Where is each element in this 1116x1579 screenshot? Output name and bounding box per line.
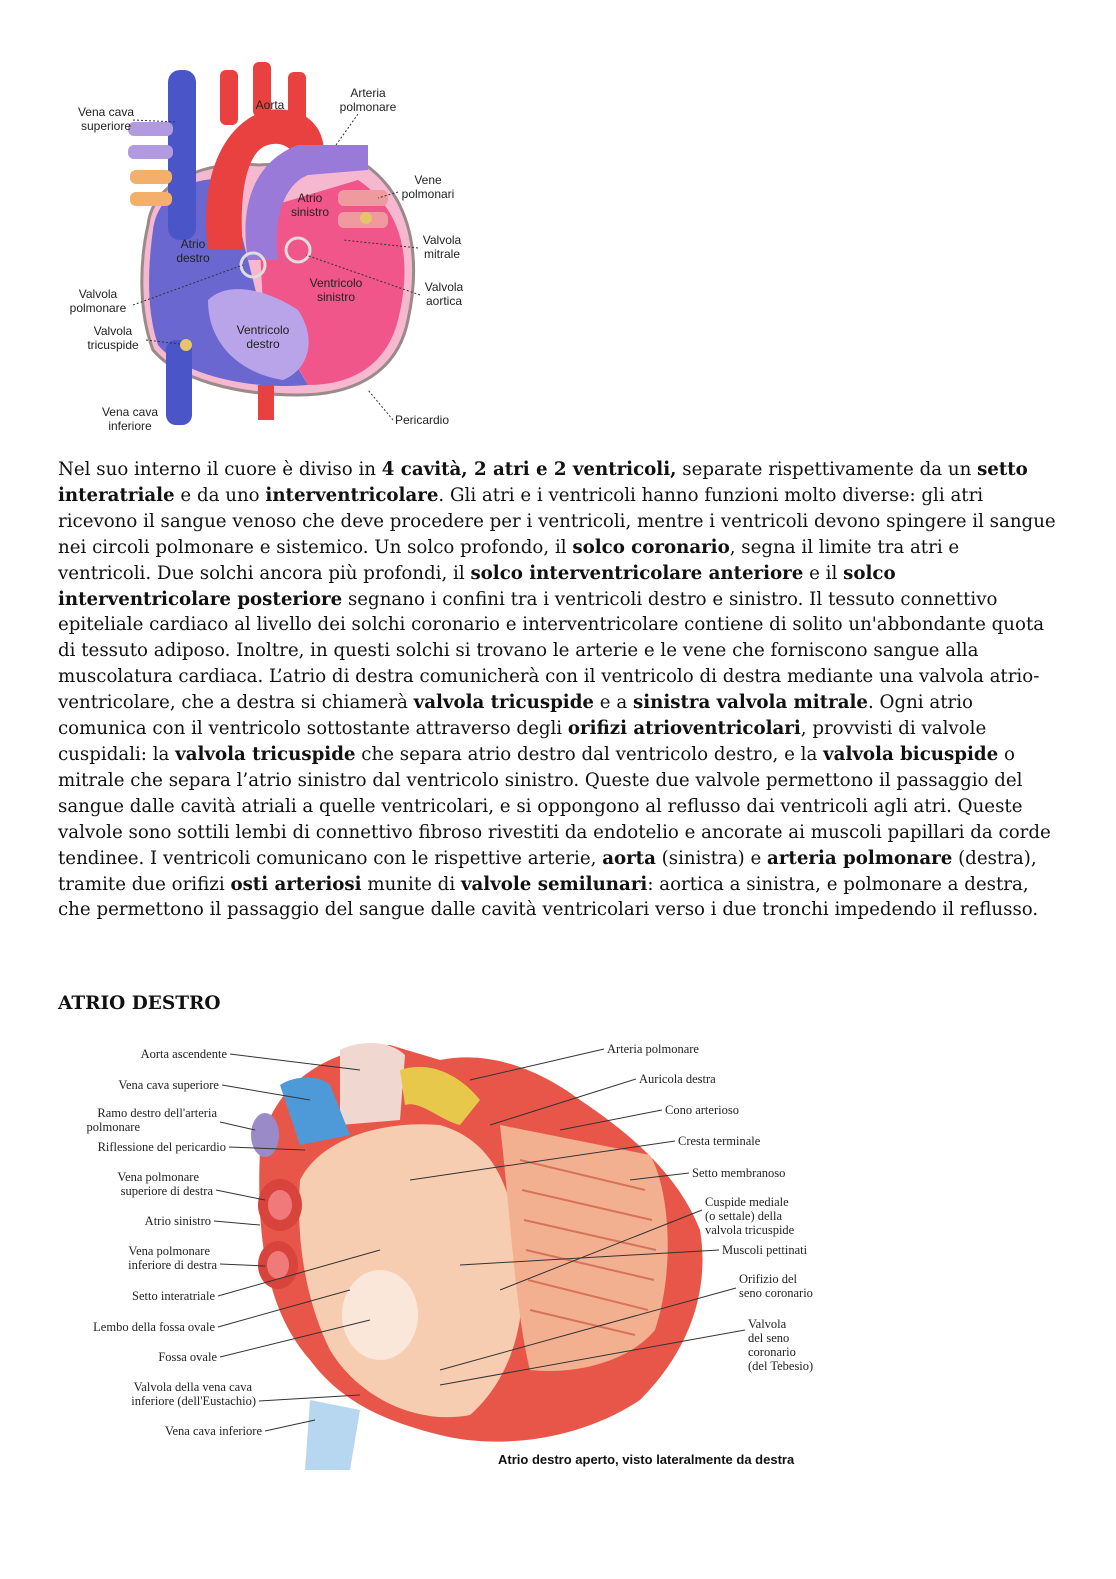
bold-term: 4 cavità, 2 atri e 2 ventricoli, — [381, 459, 677, 480]
svg-text:Valvolamitrale: Valvola mitrale — [422, 233, 462, 261]
inferior-vena-cava-shape — [166, 340, 192, 425]
svg-text:Arteriapolmonare: Arteria polmonare — [339, 86, 397, 114]
text-run: e il — [803, 562, 844, 584]
bold-term: aorta — [602, 847, 656, 869]
bold-term: sinistra valvola mitrale — [632, 692, 868, 714]
section-heading: ATRIO DESTRO — [58, 993, 221, 1014]
svg-text:Valvolatricuspide: Valvola tricuspide — [87, 324, 139, 352]
svg-text:Vena cavasuperiore: Vena cava superiore — [77, 105, 135, 133]
text-run: , segna il limite tra atri e ventricoli. Due solchi ancora più profondi, il — [58, 536, 960, 584]
label-arteria-polmonare — [336, 86, 397, 145]
svg-text:Pericardio: Pericardio — [394, 413, 450, 427]
bold-term: arteria polmonare — [767, 847, 953, 869]
label-vena-polmonare-inferiore: Vena polmonare inferiore di destra — [128, 1244, 217, 1272]
text-run: : aortica a sinistra, e polmonare a destra, che permettono il passaggio del sangue dalle cavità ventricolari verso i due tronchi impedendo il reflusso. — [58, 873, 1039, 921]
text-run: , provvisti di valvole cuspidali: la — [58, 718, 987, 765]
bold-term: valvola tricuspide — [175, 743, 356, 765]
label-vena-polmonare-superiore: Vena polmonare superiore di destra — [117, 1170, 213, 1198]
bold-term: orifizi atrioventricolari — [567, 718, 801, 740]
text-run: (destra), tramite due orifizi — [58, 847, 1037, 895]
text-run: separate rispettivamente da un — [676, 459, 978, 480]
bold-term: solco interventricolare posteriore — [58, 562, 896, 610]
pulmonary-artery-branch-shape — [251, 1113, 279, 1157]
right-pulmonary-vein-2 — [130, 192, 172, 206]
label-lembo-fossa-ovale: Lembo della fossa ovale — [93, 1320, 215, 1334]
tricuspid-valve-mark — [180, 339, 192, 351]
text-run: e a — [594, 692, 633, 714]
body-paragraph — [58, 457, 1058, 923]
label-aorta-ascendente: Aorta ascendente — [140, 1047, 227, 1061]
label-valvola-vena-cava-inferiore: Valvola della vena cava inferiore (dell'Eustachio) — [131, 1380, 256, 1408]
figure-caption: Atrio destro aperto, visto lateralmente da destra — [498, 1452, 795, 1467]
svg-text:Valvolapolmonare: Valvola polmonare — [69, 287, 127, 315]
label-setto-interatriale: Setto interatriale — [132, 1289, 215, 1303]
label-vena-cava-inferiore: Vena cava inferiore — [164, 1424, 262, 1438]
label-vena-cava-inferiore: Vena cava inferiore — [101, 405, 159, 433]
superior-pulmonary-vein-lumen — [268, 1190, 292, 1220]
label-orifizio-seno-coronario: Orifizio del seno coronario — [739, 1272, 813, 1300]
bold-term: setto interatriale — [58, 459, 1028, 506]
descending-aorta-shape — [258, 385, 274, 420]
label-setto-membranoso: Setto membranoso — [692, 1166, 786, 1180]
label-aorta: Aorta — [255, 98, 285, 112]
text-run: che separa atrio destro dal ventricolo destro, e la — [355, 743, 824, 765]
label-atrio-sinistro: Atrio sinistro — [290, 191, 330, 219]
bold-term: valvole semilunari — [460, 873, 648, 895]
aorta-branch-1 — [220, 70, 238, 125]
text-run: o mitrale che separa l’atrio sinistro dal ventricolo sinistro. Queste due valvole permettono il passaggio del sangue dalle cavità atriali a quelle ventricolari, e si oppongono al reflusso dai ventricoli agli atri. Queste valvole sono sottili lembi di connettivo fibroso rivestiti da endotelio e ancorate ai muscoli papillari da corde tendinee. I ventricoli comunicano con le rispettive arterie, — [58, 743, 1051, 869]
heart-diagram-figure — [58, 50, 498, 440]
bold-term: solco coronario — [572, 536, 730, 558]
right-atrium-illustration — [60, 1030, 840, 1478]
fossa-ovalis-shape — [342, 1270, 418, 1360]
bold-term: solco interventricolare anteriore — [470, 562, 804, 584]
text-run: Nel suo interno il cuore è diviso in — [58, 459, 382, 480]
bold-term: valvola bicuspide — [823, 743, 999, 765]
svg-text:Valvolaaortica: Valvola aortica — [424, 280, 464, 308]
pulmonary-vein-1 — [338, 190, 388, 206]
bold-term: interventricolare — [265, 484, 439, 506]
svg-text:Venepolmonari: Vene polmonari — [401, 173, 455, 201]
label-ventricolo-sinistro: Ventricolo sinistro — [309, 276, 363, 304]
right-atrium-figure — [60, 1030, 840, 1478]
text-run: (sinistra) e — [655, 847, 768, 869]
label-cuspide-mediale: Cuspide mediale (o settale) della valvola tricuspide — [705, 1195, 795, 1237]
right-pulmonary-vein-1 — [130, 170, 172, 184]
label-pericardio — [368, 390, 449, 427]
text-run: e da uno — [174, 484, 266, 506]
inferior-pulmonary-vein-lumen — [267, 1251, 289, 1279]
label-atrio-sinistro: Atrio sinistro — [144, 1214, 211, 1228]
label-valvola-seno-coronario: Valvola del seno coronario (del Tebesio) — [748, 1317, 814, 1373]
label-vena-cava-superiore: Vena cava superiore — [118, 1078, 219, 1092]
mitral-valve-mark — [360, 212, 372, 224]
label-cono-arterioso: Cono arterioso — [665, 1103, 739, 1117]
heart-diagram — [58, 50, 498, 440]
label-ramo-destro-arteria-polmonare: Ramo destro dell'arteria polmonare — [86, 1106, 217, 1134]
text-run: munite di — [361, 873, 461, 895]
label-riflessione-pericardio: Riflessione del pericardio — [97, 1140, 226, 1154]
label-ventricolo-destro: Ventricolo destro — [236, 323, 290, 351]
bold-term: valvola tricuspide — [413, 692, 594, 714]
label-cresta-terminale: Cresta terminale — [678, 1134, 761, 1148]
ascending-aorta-shape — [340, 1043, 405, 1125]
label-arteria-polmonare: Arteria polmonare — [607, 1042, 699, 1056]
text-run: . Gli atri e i ventricoli hanno funzioni molto diverse: gli atri ricevono il sangue venoso che deve procedere per i ventricoli, mentre i ventricoli devono spingere il sangue nei circoli polmonare e sistemico. Un solco profondo, il — [58, 484, 1056, 558]
text-run: segnano i confini tra i ventricoli destro e sinistro. Il tessuto connettivo epiteliale cardiaco al livello dei solchi coronario e interventricolare contiene di solito un'abbondante quota di tessuto adiposo. Inoltre, in questi solchi si trovano le arterie e le vene che forniscono sangue alla muscolatura cardiaca. L’atrio di destra comunicherà con il ventricolo di destra mediante una valvola atrio- ventricolare, che a destra si chiamerà — [58, 588, 1045, 714]
label-fossa-ovale: Fossa ovale — [158, 1350, 217, 1364]
label-atrio-destro: Atrio destro — [176, 237, 210, 265]
label-muscoli-pettinati: Muscoli pettinati — [722, 1243, 808, 1257]
bold-term: osti arteriosi — [230, 873, 362, 895]
text-run: . Ogni atrio comunica con il ventricolo sottostante attraverso degli — [58, 692, 974, 740]
inferior-vena-cava-shape — [305, 1400, 360, 1470]
label-auricola-destra: Auricola destra — [639, 1072, 716, 1086]
right-pulmonary-branch-1 — [128, 122, 173, 136]
aorta-branch-3 — [288, 72, 306, 127]
right-pulmonary-branch-2 — [128, 145, 173, 159]
